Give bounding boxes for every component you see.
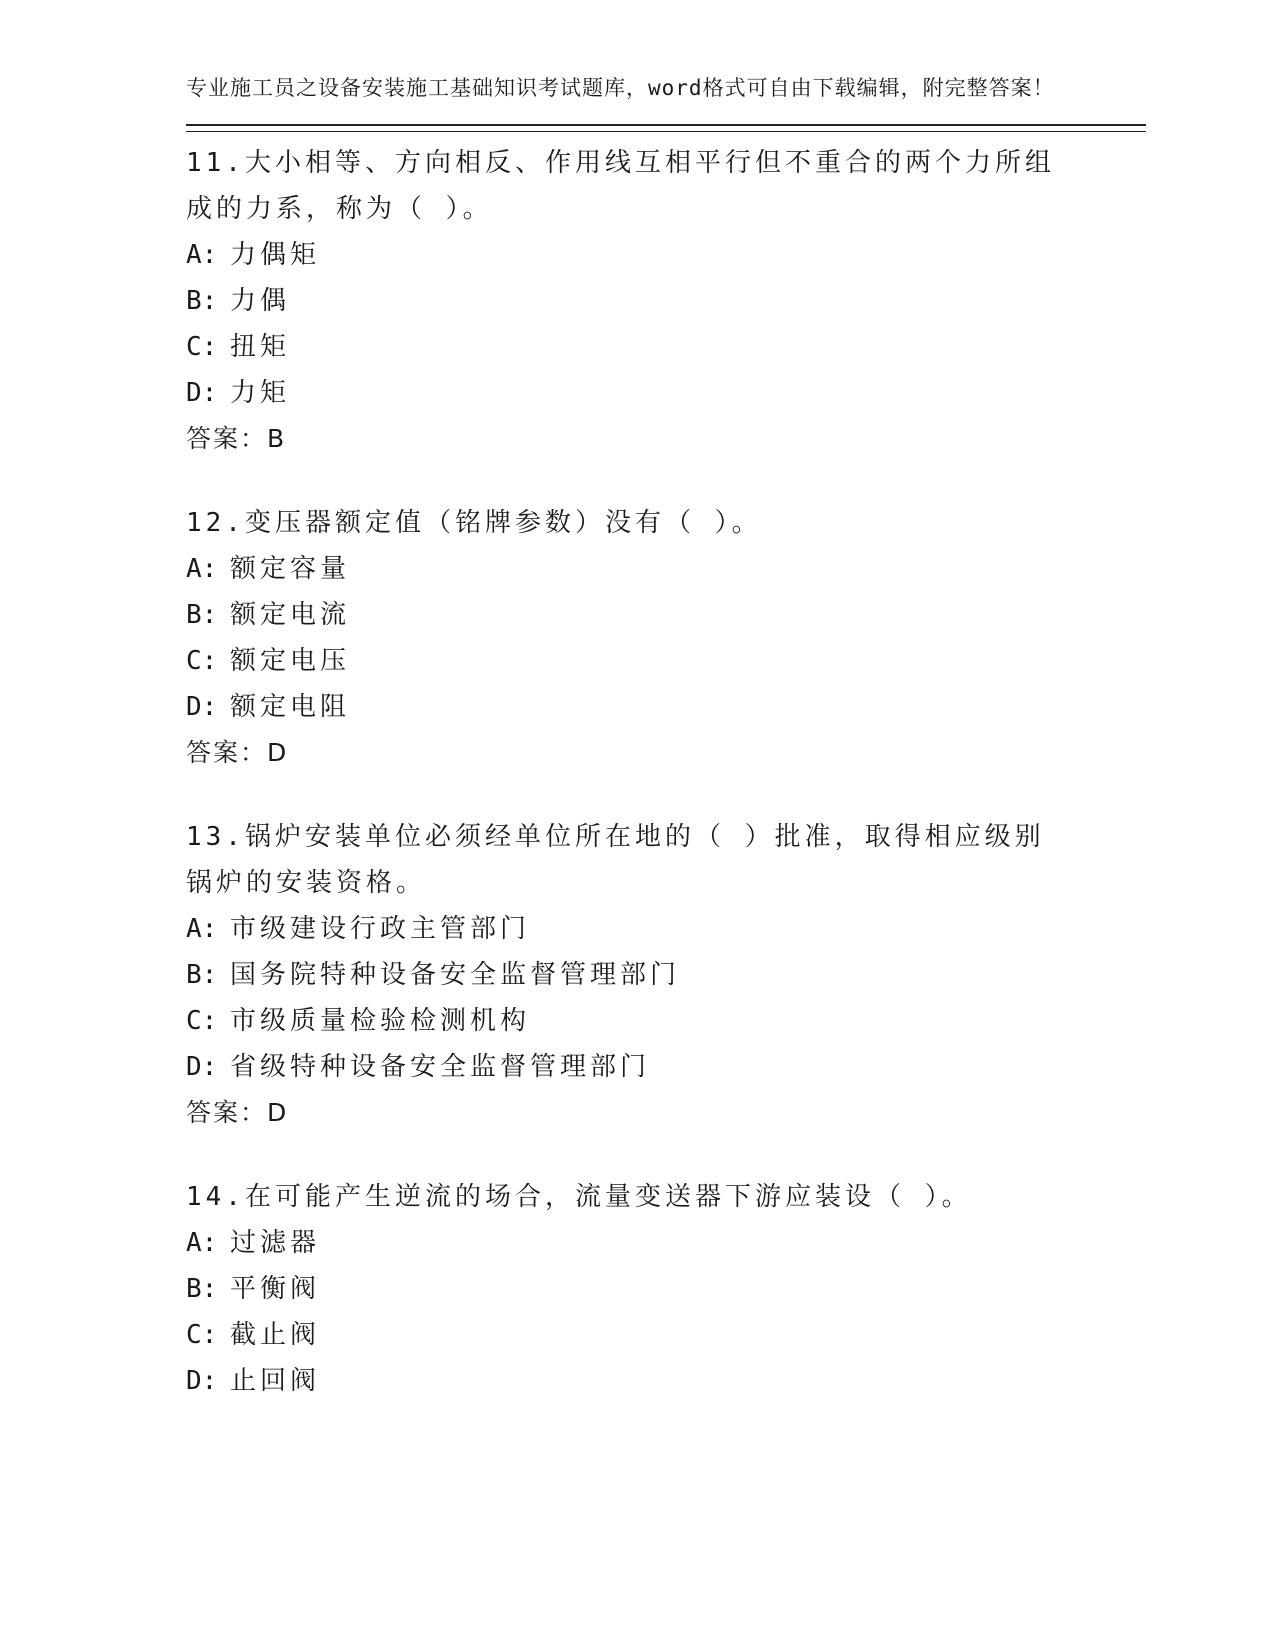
option-key: D: (186, 378, 218, 408)
option-key: A: (186, 554, 218, 584)
option-text: 额定电阻 (230, 692, 351, 722)
option-a (186, 546, 1146, 592)
option-text: 止回阀 (230, 1366, 321, 1396)
option-text: 截止阀 (230, 1320, 321, 1350)
question-14 (186, 1174, 1146, 1404)
option-key: B: (186, 1274, 218, 1304)
option-key: A: (186, 1228, 218, 1258)
answer-line: 答案：D (186, 1098, 289, 1127)
option-b (186, 278, 1146, 324)
question-13 (186, 814, 1146, 1136)
option-b (186, 1266, 1146, 1312)
option-key: D: (186, 1052, 218, 1082)
option-a (186, 1220, 1146, 1266)
header-divider (186, 124, 1146, 132)
option-c (186, 324, 1146, 370)
document-page (186, 72, 1146, 1404)
option-text: 过滤器 (230, 1228, 321, 1258)
answer-line: 答案：D (186, 738, 289, 767)
option-key: A: (186, 914, 218, 944)
option-text: 省级特种设备安全监督管理部门 (230, 1052, 651, 1082)
option-c (186, 998, 1146, 1044)
option-key: B: (186, 286, 218, 316)
question-11 (186, 140, 1146, 462)
option-key: B: (186, 600, 218, 630)
option-text: 额定电流 (230, 600, 351, 630)
option-key: A: (186, 240, 218, 270)
option-d (186, 684, 1146, 730)
option-key: C: (186, 1320, 218, 1350)
option-text: 扭矩 (230, 332, 291, 362)
option-d (186, 1044, 1146, 1090)
option-a (186, 232, 1146, 278)
option-text: 平衡阀 (230, 1274, 321, 1304)
option-text: 市级质量检验检测机构 (230, 1006, 531, 1036)
option-text: 力矩 (230, 378, 291, 408)
question-12 (186, 500, 1146, 776)
option-text: 额定容量 (230, 554, 351, 584)
option-c (186, 1312, 1146, 1358)
question-stem: 12.变压器额定值（铭牌参数）没有（ ）。 (186, 508, 762, 538)
option-b (186, 952, 1146, 998)
option-d (186, 370, 1146, 416)
question-stem: 13.锅炉安装单位必须经单位所在地的（ ）批准，取得相应级别锅炉的安装资格。 (186, 822, 1045, 898)
option-text: 国务院特种设备安全监督管理部门 (230, 960, 681, 990)
option-key: C: (186, 646, 218, 676)
option-key: C: (186, 332, 218, 362)
question-stem: 11.大小相等、方向相反、作用线互相平行但不重合的两个力所组成的力系，称为（ ）。 (186, 148, 1055, 224)
option-text: 额定电压 (230, 646, 351, 676)
option-b (186, 592, 1146, 638)
option-key: D: (186, 1366, 218, 1396)
option-d (186, 1358, 1146, 1404)
option-key: D: (186, 692, 218, 722)
option-text: 力偶矩 (230, 240, 321, 270)
option-text: 市级建设行政主管部门 (230, 914, 531, 944)
option-key: C: (186, 1006, 218, 1036)
document-header: 专业施工员之设备安装施工基础知识考试题库，word格式可自由下载编辑，附完整答案！ (186, 76, 1055, 100)
option-key: B: (186, 960, 218, 990)
question-stem: 14.在可能产生逆流的场合，流量变送器下游应装设（ ）。 (186, 1182, 972, 1212)
answer-line: 答案：B (186, 424, 287, 453)
option-a (186, 906, 1146, 952)
option-text: 力偶 (230, 286, 291, 316)
option-c (186, 638, 1146, 684)
